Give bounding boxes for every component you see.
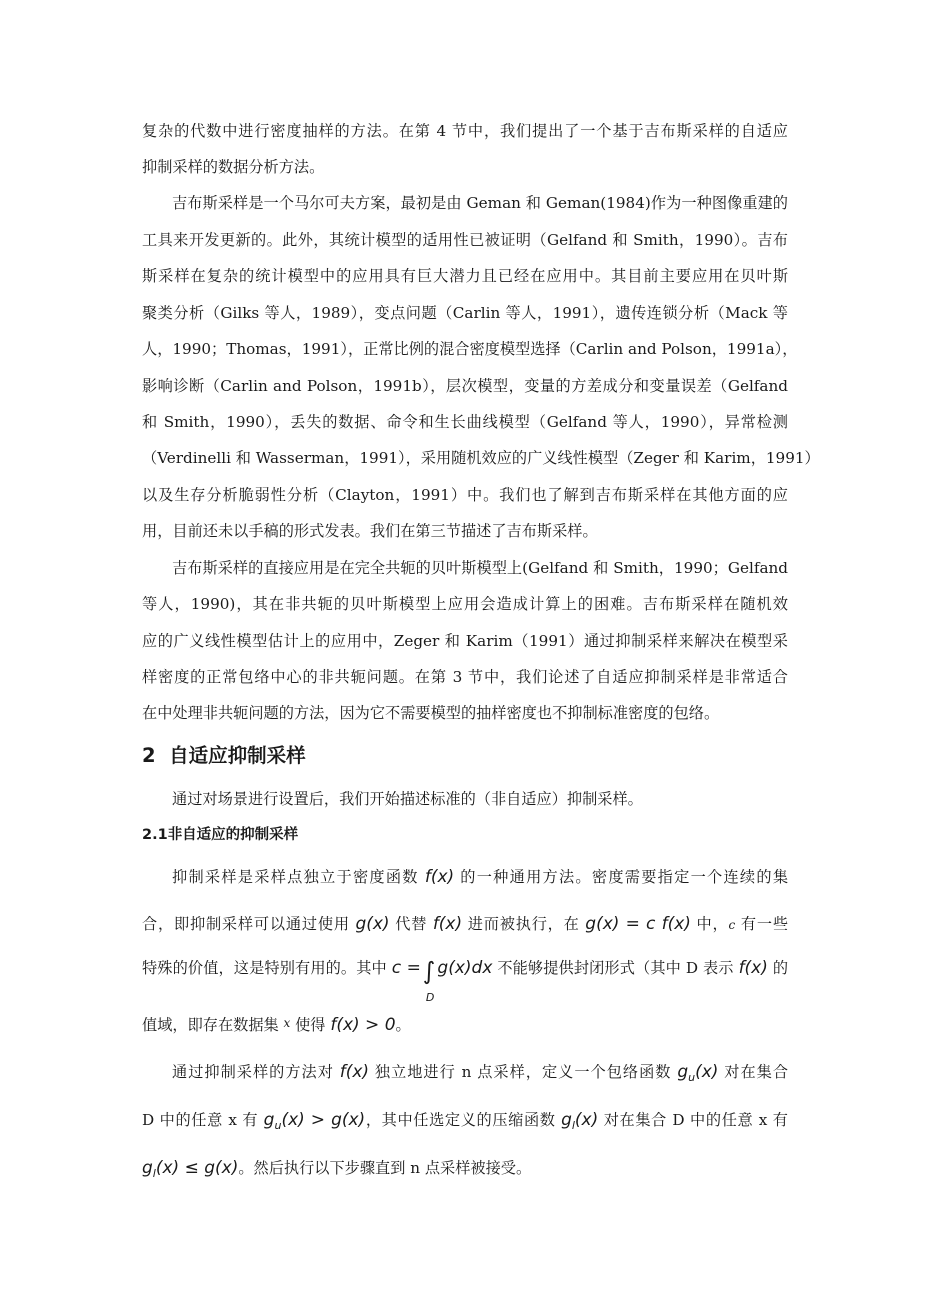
subsection-heading	[142, 825, 298, 845]
formula-c-equals: c =	[391, 958, 421, 978]
subscript-l: l	[571, 1119, 575, 1133]
math-line	[142, 1156, 788, 1186]
formula-gl: g	[561, 1110, 572, 1130]
paragraph-line: 等人，1990)，其在非共轭的贝叶斯模型上应用会造成计算上的困难。吉布斯采样在随机效	[142, 595, 788, 613]
text-run: 使得	[290, 1016, 331, 1034]
section-heading	[142, 744, 306, 768]
formula-integrand: g(x)dx	[437, 958, 493, 978]
math-line	[142, 1108, 788, 1138]
math-line	[172, 865, 788, 889]
text-run: 。	[395, 1016, 411, 1034]
paragraph-line: 吉布斯采样是一个马尔可夫方案，最初是由 Geman 和 Geman(1984)作为一种图像重建的	[172, 194, 788, 212]
subscript-l: l	[152, 1167, 156, 1181]
text-run: D 中的任意 x 有	[142, 1111, 264, 1129]
subscript-u: u	[274, 1119, 282, 1133]
paragraph-line: 吉布斯采样的直接应用是在完全共轭的贝叶斯模型上(Gelfand 和 Smith，1990；Gelfand	[172, 559, 788, 577]
paragraph-line: 以及生存分析脆弱性分析（Clayton，1991）中。我们也了解到吉布斯采样在其他方面的应	[142, 486, 788, 504]
text-run: 抑制采样是采样点独立于密度函数	[172, 868, 425, 886]
text-run: 对在集合	[718, 1063, 789, 1081]
math-line	[172, 1060, 788, 1090]
paragraph-line: 人，1990；Thomas，1991），正常比例的混合密度模型选择（Carlin and Polson，1991a），	[142, 340, 798, 358]
text-run: 对在集合 D 中的任意 x 有	[598, 1111, 788, 1129]
section-title: 自适应抑制采样	[169, 744, 306, 767]
paragraph-line: 影响诊断（Carlin and Polson，1991b），层次模型，变量的方差成分和变量误差（Gelfand	[142, 377, 788, 395]
text-run: 通过抑制采样的方法对	[172, 1063, 340, 1081]
integral-symbol: ∫ D	[423, 959, 436, 983]
formula-gx: g(x)	[355, 914, 390, 934]
formula-gl-le-g: (x) ≤ g(x)	[155, 1158, 239, 1178]
text-run: 的一种通用方法。密度需要指定一个连续的集	[454, 868, 789, 886]
formula-gl: g	[142, 1158, 153, 1178]
text-run: ，其中任选定义的压缩函数	[365, 1111, 562, 1129]
formula-arg: (x)	[695, 1062, 719, 1082]
section-number: 2	[142, 744, 156, 767]
formula-gu-gt-g: (x) > g(x)	[281, 1110, 366, 1130]
math-line	[142, 956, 789, 1004]
formula-fx: f(x)	[432, 914, 463, 934]
formula-gu: g	[677, 1062, 689, 1082]
text-run: 值域，即存在数据集	[142, 1016, 284, 1034]
formula-fx-positive: f(x) > 0	[330, 1015, 396, 1035]
paragraph-line: 聚类分析（Gilks 等人，1989），变点问题（Carlin 等人，1991），遗传连锁分析（Mack 等	[142, 304, 788, 322]
text-run: 的	[767, 959, 789, 977]
paragraph-line: 样密度的正常包络中心的非共轭问题。在第 3 节中，我们论述了自适应抑制采样是非常适合	[142, 668, 788, 686]
paragraph-line: 工具来开发更新的。此外，其统计模型的适用性已被证明（Gelfand 和 Smith，1990）。吉布	[142, 231, 788, 249]
math-line	[142, 912, 788, 937]
paragraph-line: 和 Smith，1990），丢失的数据、命令和生长曲线模型（Gelfand 等人，1990），异常检测	[142, 413, 788, 431]
paragraph-line: 在中处理非共轭问题的方法，因为它不需要模型的抽样密度也不抑制标准密度的包络。	[142, 704, 720, 722]
paragraph-line: 抑制采样的数据分析方法。	[142, 158, 325, 176]
formula-arg: (x)	[574, 1110, 599, 1130]
formula-g-equals-cf: g(x) = c f(x)	[585, 914, 691, 934]
subsection-number: 2.1	[142, 827, 168, 843]
paragraph-line: 斯采样在复杂的统计模型中的应用具有巨大潜力且已经在应用中。其目前主要应用在贝叶斯	[142, 267, 788, 285]
formula-fx: f(x)	[339, 1062, 370, 1082]
math-line	[142, 1011, 788, 1037]
formula-fx: f(x)	[738, 958, 768, 978]
text-run: 合，即抑制采样可以通过使用	[142, 915, 356, 933]
paragraph-line: （Verdinelli 和 Wasserman，1991），采用随机效应的广义线性模型（Zeger 和 Karim，1991）	[142, 449, 820, 467]
text-run: 代替	[389, 915, 433, 933]
text-run: 特殊的价值，这是特别有用的。其中	[142, 959, 392, 977]
text-run: 独立地进行 n 点采样，定义一个包络函数	[369, 1063, 678, 1081]
subsection-title: 非自适应的抑制采样	[167, 827, 299, 843]
text-run: 。然后执行以下步骤直到 n 点采样被接受。	[238, 1159, 532, 1177]
text-run: 不能够提供封闭形式（其中 D 表示	[492, 959, 739, 977]
integral-domain: D	[425, 991, 435, 1004]
paragraph-line: 应的广义线性模型估计上的应用中，Zeger 和 Karim（1991）通过抑制采样来解决在模型采	[142, 632, 788, 650]
subscript-u: u	[688, 1071, 696, 1085]
section-intro: 通过对场景进行设置后，我们开始描述标准的（非自适应）抑制采样。	[172, 790, 643, 808]
formula-fx: f(x)	[424, 867, 455, 887]
formula-c: c	[728, 918, 736, 932]
text-run: 进而被执行，在	[462, 915, 586, 933]
text-run: 中，	[690, 915, 729, 933]
text-run: 有一些	[735, 915, 789, 933]
formula-gu: g	[263, 1110, 275, 1130]
paragraph-line: 用，目前还未以手稿的形式发表。我们在第三节描述了吉布斯采样。	[142, 522, 598, 540]
paragraph-line: 复杂的代数中进行密度抽样的方法。在第 4 节中，我们提出了一个基于吉布斯采样的自适应	[142, 122, 788, 140]
formula-x: x	[283, 1016, 291, 1030]
